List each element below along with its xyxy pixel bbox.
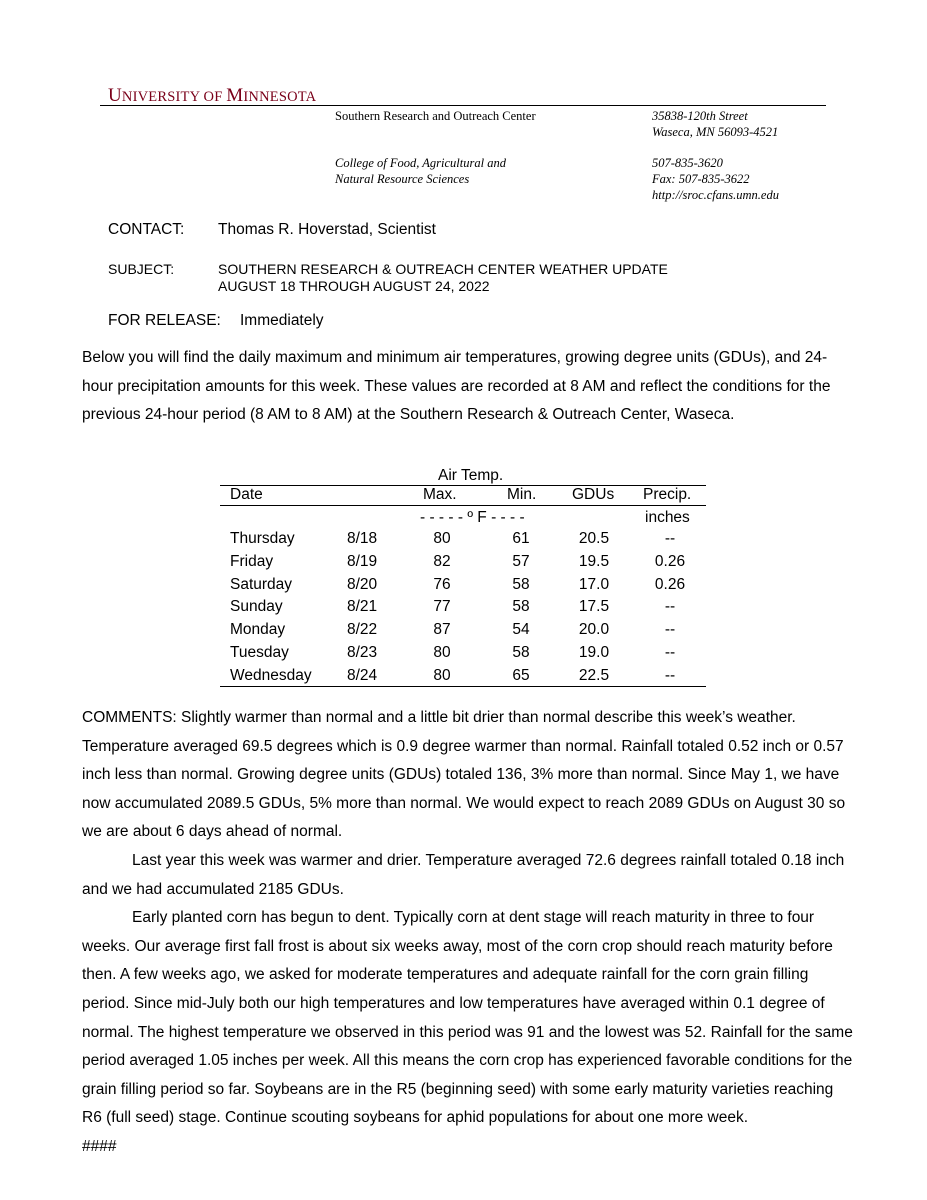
cell-day: Monday	[230, 621, 286, 639]
release-value: Immediately	[240, 312, 324, 329]
table-group-header: Air Temp.	[438, 467, 504, 484]
cell-precip: 0.26	[654, 575, 686, 593]
cell-day: Thursday	[230, 530, 295, 547]
cell-date: 8/20	[347, 575, 378, 593]
table-bottom-rule	[220, 686, 706, 687]
temp-unit: - - - - - º F - - - -	[420, 509, 525, 526]
address-line1: 35838-120th Street	[652, 109, 748, 123]
table-header-rule	[220, 505, 706, 506]
cell-gdus: 17.5	[578, 598, 610, 616]
subject-label: SUBJECT:	[108, 261, 175, 277]
contact-label: CONTACT:	[108, 221, 185, 238]
cell-date: 8/22	[347, 621, 378, 639]
letterhead-rule	[100, 105, 826, 106]
cell-date: 8/19	[347, 552, 378, 570]
cell-gdus: 22.5	[578, 666, 610, 684]
college-line2: Natural Resource Sciences	[335, 172, 470, 186]
cell-precip: --	[664, 598, 676, 616]
cell-date: 8/21	[347, 598, 378, 616]
intro-text: Below you will find the daily maximum and minimum air temperatures, growing degree units (GDUs), and 24-hour precipitation amounts for this week. These values are recorded at 8 AM and reflect the conditions for the previous 24-hour period (8 AM to 8 AM) at the Southern Research & Outreach Center, Waseca.	[82, 349, 831, 424]
cell-precip: --	[664, 621, 676, 639]
cell-date: 8/24	[347, 666, 378, 684]
cell-max: 76	[433, 575, 451, 593]
table-top-rule	[220, 485, 706, 486]
cell-gdus: 17.0	[578, 575, 610, 593]
precip-unit: inches	[645, 509, 690, 526]
cell-gdus: 19.5	[578, 552, 610, 570]
cell-min: 61	[512, 530, 530, 547]
cell-gdus: 20.0	[578, 621, 610, 639]
college-line1: College of Food, Agricultural and	[335, 156, 506, 170]
cell-max: 77	[433, 598, 451, 616]
cell-min: 58	[512, 575, 530, 593]
cell-max: 82	[433, 552, 451, 570]
end-mark: ####	[82, 1137, 117, 1155]
cell-date: 8/18	[347, 530, 378, 547]
cell-gdus: 20.5	[578, 530, 610, 547]
comments-paragraph-3-text: Early planted corn has begun to dent. Typically corn at dent stage will reach maturity in three to four weeks. Our average first fall frost is about six weeks away, most of the corn crop should reach maturity before then. A few weeks ago, we asked for moderate temperatures and adequate rainfall for the corn grain filling period. Since mid-July both our high temperatures and low temperatures have averaged within 0.1 degree of normal. The highest temperature we observed in this period was 91 and the lowest was 52. Rainfall for the same period averaged 1.05 inches per week. All this means the corn crop has experienced favorable conditions for the grain filling period so far. Soybeans are in the R5 (beginning seed) with some early maturity varieties reaching R6 (full seed) stage. Continue scouting soybeans for aphid populations for about one more week.	[82, 909, 853, 1127]
cell-day: Wednesday	[230, 666, 312, 684]
cell-min: 57	[512, 552, 530, 570]
subject-line1: SOUTHERN RESEARCH & OUTREACH CENTER WEATHER UPDATE	[218, 261, 668, 277]
comments-paragraph-3	[82, 904, 854, 1161]
col-header-max: Max.	[423, 486, 457, 503]
website: http://sroc.cfans.umn.edu	[652, 188, 779, 202]
col-header-date: Date	[230, 486, 263, 503]
cell-day: Saturday	[230, 575, 293, 593]
cell-max: 80	[433, 666, 451, 684]
release-label: FOR RELEASE:	[108, 312, 221, 329]
subject-line2: AUGUST 18 THROUGH AUGUST 24, 2022	[218, 278, 490, 294]
col-header-precip: Precip.	[643, 486, 692, 503]
cell-precip: --	[664, 666, 676, 684]
phone: 507-835-3620	[652, 156, 723, 170]
cell-min: 65	[512, 666, 530, 684]
cell-max: 80	[433, 530, 451, 547]
cell-max: 87	[433, 621, 451, 639]
cell-precip: --	[664, 644, 676, 661]
cell-day: Tuesday	[230, 644, 289, 661]
cell-precip: 0.26	[654, 552, 686, 570]
cell-precip: --	[664, 530, 676, 547]
cell-min: 54	[512, 621, 530, 639]
cell-max: 80	[433, 644, 451, 661]
cell-day: Sunday	[230, 598, 283, 616]
center-name: Southern Research and Outreach Center	[335, 109, 536, 123]
col-header-gdus: GDUs	[572, 486, 615, 503]
comments-paragraph-2: Last year this week was warmer and drier. Temperature averaged 72.6 degrees rainfall totaled 0.18 inch and we had accumulated 2185 GDUs.	[82, 851, 845, 898]
cell-gdus: 19.0	[578, 644, 610, 661]
address-line2: Waseca, MN 56093-4521	[652, 125, 779, 139]
cell-day: Friday	[230, 552, 274, 570]
comments-paragraph-1: COMMENTS: Slightly warmer than normal and a little bit drier than normal describe this week’s weather. Temperature averaged 69.5 degrees which is 0.9 degree warmer than normal. Rainfall totaled 0.52 inch or 0.57 inch less than normal. Growing degree units (GDUs) totaled 136, 3% more than normal. Since May 1, we have now accumulated 2089.5 GDUs, 5% more than normal. We would expect to reach 2089 GDUs on August 30 so we are about 6 days ahead of normal.	[82, 709, 846, 841]
comments-section	[82, 704, 854, 1162]
contact-value: Thomas R. Hoverstad, Scientist	[218, 221, 436, 238]
fax: Fax: 507-835-3622	[652, 172, 750, 186]
cell-min: 58	[512, 644, 530, 661]
cell-min: 58	[512, 598, 530, 616]
intro-paragraph	[82, 344, 852, 430]
cell-date: 8/23	[347, 644, 378, 661]
col-header-min: Min.	[507, 486, 537, 503]
university-logo: UNIVERSITY OF MINNESOTA	[108, 85, 317, 106]
